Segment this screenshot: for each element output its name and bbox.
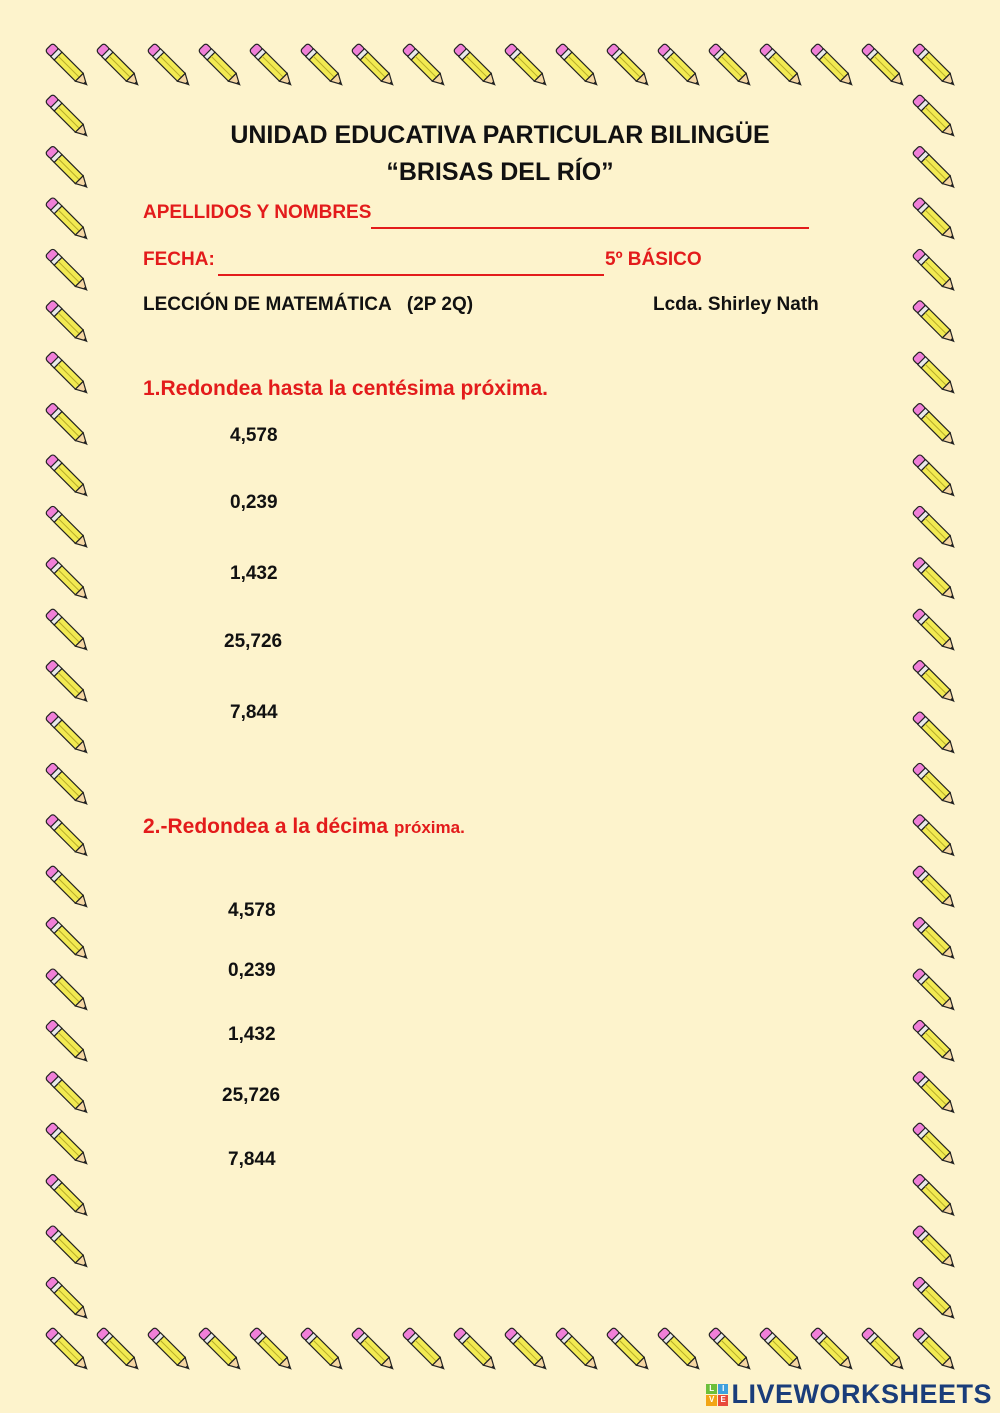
pencil-icon xyxy=(147,43,194,90)
question-2-main: 2.-Redondea a la décima xyxy=(143,815,394,838)
pencil-icon xyxy=(147,1327,194,1374)
q2-number: 7,844 xyxy=(228,1149,276,1170)
pencil-icon xyxy=(912,608,959,655)
pencil-icon xyxy=(861,43,908,90)
q1-number: 1,432 xyxy=(230,563,278,584)
pencil-icon xyxy=(402,1327,449,1374)
pencil-icon xyxy=(759,43,806,90)
pencil-icon xyxy=(402,43,449,90)
grade-label: 5º BÁSICO xyxy=(605,249,702,270)
q1-number: 7,844 xyxy=(230,702,278,723)
q1-number: 25,726 xyxy=(224,631,283,652)
pencil-icon xyxy=(912,762,959,809)
pencil-icon xyxy=(351,43,398,90)
pencil-icon xyxy=(912,659,959,706)
pencil-icon xyxy=(45,1071,92,1118)
pencil-icon xyxy=(249,1327,296,1374)
pencil-icon xyxy=(45,865,92,912)
pencil-icon xyxy=(351,1327,398,1374)
question-1-text: 1.Redondea hasta la centésima próxima. xyxy=(143,377,548,400)
pencil-icon xyxy=(912,1327,959,1374)
q2-number: 4,578 xyxy=(228,900,276,921)
liveworksheets-logo[interactable] xyxy=(706,1379,992,1410)
pencil-icon xyxy=(45,1019,92,1066)
pencil-icon xyxy=(912,1276,959,1323)
pencil-icon xyxy=(606,43,653,90)
pencil-icon xyxy=(45,402,92,449)
name-label: APELLIDOS Y NOMBRES xyxy=(143,202,372,223)
pencil-icon xyxy=(504,43,551,90)
pencil-icon xyxy=(912,505,959,552)
pencil-icon xyxy=(912,557,959,604)
pencil-icon xyxy=(45,968,92,1015)
pencil-icon xyxy=(606,1327,653,1374)
pencil-icon xyxy=(912,1019,959,1066)
pencil-icon xyxy=(810,1327,857,1374)
pencil-icon xyxy=(912,711,959,758)
pencil-icon xyxy=(912,351,959,398)
pencil-icon xyxy=(45,1122,92,1169)
pencil-icon xyxy=(45,711,92,758)
q2-number: 25,726 xyxy=(222,1085,281,1106)
date-label: FECHA: xyxy=(143,249,215,270)
pencil-icon xyxy=(45,505,92,552)
pencil-icon xyxy=(45,1225,92,1272)
q2-number: 1,432 xyxy=(228,1024,276,1045)
school-heading: UNIDAD EDUCATIVA PARTICULAR BILINGÜE xyxy=(230,121,770,149)
pencil-icon xyxy=(300,43,347,90)
pencil-icon xyxy=(45,557,92,604)
question-2-text xyxy=(143,815,465,839)
pencil-icon xyxy=(912,814,959,861)
pencil-icon xyxy=(912,43,959,90)
pencil-icon xyxy=(912,454,959,501)
pencil-icon xyxy=(45,1173,92,1220)
pencil-icon xyxy=(708,1327,755,1374)
pencil-icon xyxy=(912,300,959,347)
pencil-icon xyxy=(45,248,92,295)
pencil-icon xyxy=(912,248,959,295)
pencil-icon xyxy=(45,762,92,809)
pencil-icon xyxy=(759,1327,806,1374)
pencil-icon xyxy=(912,1225,959,1272)
pencil-icon xyxy=(300,1327,347,1374)
pencil-icon xyxy=(657,43,704,90)
pencil-icon xyxy=(45,454,92,501)
logo-text: LIVEWORKSHEETS xyxy=(731,1379,992,1409)
pencil-icon xyxy=(861,1327,908,1374)
pencil-icon xyxy=(96,43,143,90)
pencil-icon xyxy=(504,1327,551,1374)
pencil-icon xyxy=(45,197,92,244)
pencil-icon xyxy=(45,351,92,398)
pencil-icon xyxy=(198,1327,245,1374)
pencil-icon xyxy=(912,1071,959,1118)
pencil-icon xyxy=(555,1327,602,1374)
pencil-icon xyxy=(45,916,92,963)
pencil-icon xyxy=(198,43,245,90)
teacher-name: Lcda. Shirley Nath xyxy=(653,294,819,315)
pencil-icon xyxy=(45,43,92,90)
pencil-icon xyxy=(555,43,602,90)
pencil-icon xyxy=(912,916,959,963)
pencil-icon xyxy=(912,865,959,912)
pencil-icon xyxy=(453,1327,500,1374)
q2-number: 0,239 xyxy=(228,960,276,981)
pencil-icon xyxy=(45,814,92,861)
question-2-small: próxima. xyxy=(393,818,465,837)
name-blank-line[interactable] xyxy=(371,205,809,229)
pencil-icon xyxy=(96,1327,143,1374)
pencil-icon xyxy=(912,968,959,1015)
q1-number: 0,239 xyxy=(230,492,278,513)
pencil-icon xyxy=(45,300,92,347)
pencil-icon xyxy=(810,43,857,90)
logo-badge-icon: L I V E xyxy=(706,1384,728,1406)
pencil-icon xyxy=(45,1276,92,1323)
pencil-icon xyxy=(45,659,92,706)
pencil-icon xyxy=(249,43,296,90)
pencil-icon xyxy=(45,608,92,655)
pencil-icon xyxy=(45,1327,92,1374)
lesson-title: LECCIÓN DE MATEMÁTICA (2P 2Q) xyxy=(143,294,474,315)
pencil-icon xyxy=(708,43,755,90)
date-blank-line[interactable] xyxy=(218,252,604,276)
pencil-icon xyxy=(657,1327,704,1374)
school-name: “BRISAS DEL RÍO” xyxy=(386,158,614,186)
pencil-icon xyxy=(453,43,500,90)
pencil-icon xyxy=(912,197,959,244)
pencil-icon xyxy=(912,1173,959,1220)
q1-number: 4,578 xyxy=(230,425,278,446)
pencil-icon xyxy=(912,402,959,449)
pencil-icon xyxy=(912,1122,959,1169)
